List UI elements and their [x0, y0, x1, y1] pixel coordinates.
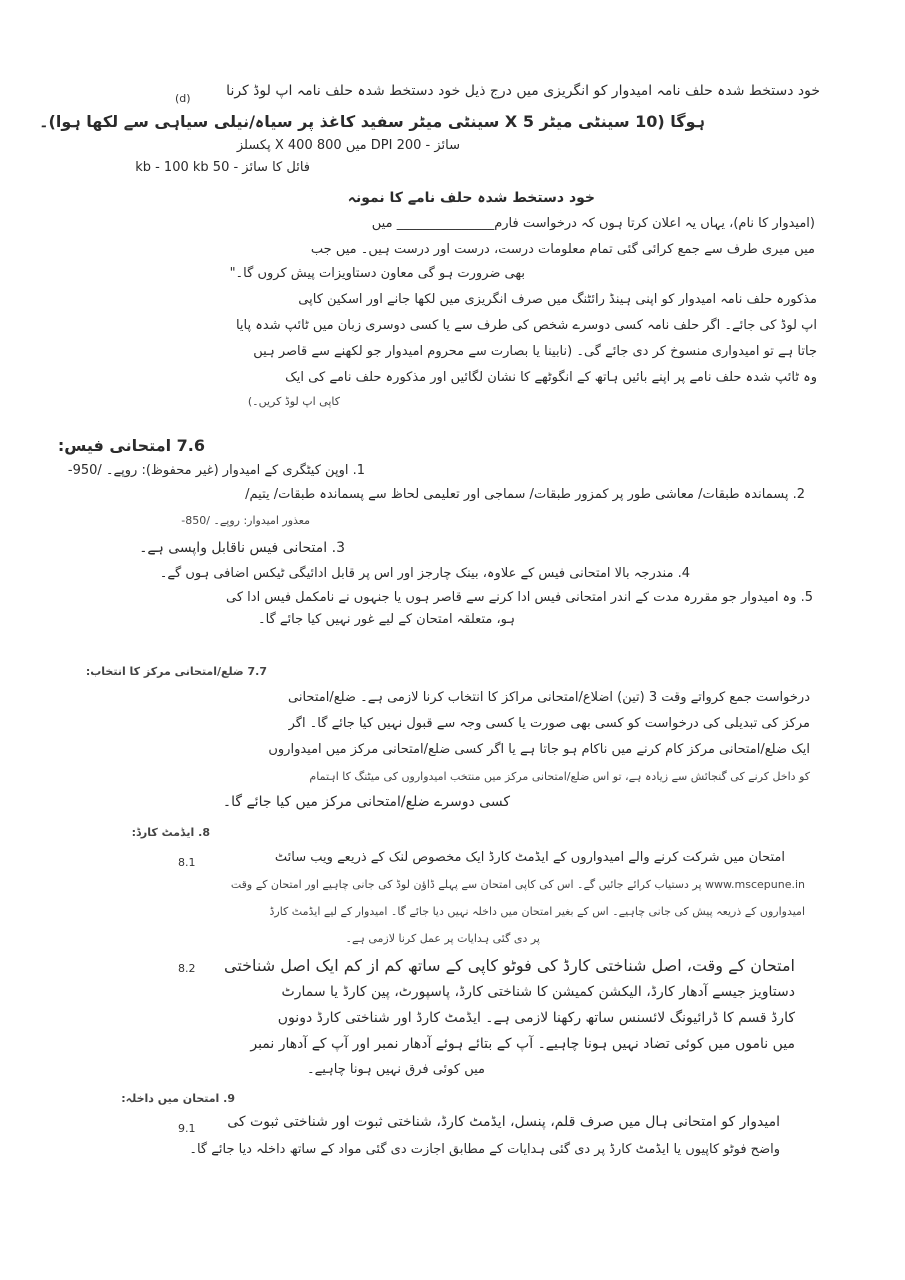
section-d-line-1: خود دستخط شدہ حلف نامہ امیدوار کو انگریزی میں درج ذیل خود دستخط شدہ حلف نامہ اپ لوڈ کرنا [226, 83, 820, 99]
section-d-line-4: فائل کا سائز - 50 kb - 100 kb [135, 160, 310, 175]
admit-8-2-line: میں ناموں میں کوئی تضاد نہیں ہونا چاہیے۔ آپ کے بتائے ہوئے آدھار نمبر اور آپ کے آدھار نمبر [250, 1036, 795, 1052]
sample-line-3: بھی ضرورت ہو گی معاون دستاویزات پیش کروں گا۔" [229, 266, 525, 281]
section-d-line-3: سائز - DPI 200 میں 800 X 400 پکسلز [236, 138, 460, 153]
sample-line-2: میں میری طرف سے جمع کرائی گئی تمام معلومات درست، درست اور درست ہیں۔ میں جب [310, 242, 815, 257]
admit-8-2-line: کارڈ قسم کا ڈرائیونگ لائسنس ساتھ رکھنا لازمی ہے۔ ایڈمٹ کارڈ اور شناختی کارڈ دونوں [277, 1010, 795, 1026]
affidavit-para-line: مذکورہ حلف نامہ امیدوار کو اپنی ہینڈ رائٹنگ میں صرف انگریزی میں لکھا جانے اور اسکین کاپی [298, 292, 817, 307]
admit-8-1-line: امیدواروں کے ذریعہ پیش کی جانی چاہیے۔ اس کے بغیر امتحان میں داخلہ نہیں دیا جائے گا۔ امیدوار کے لیے ایڈمٹ کارڈ [269, 905, 805, 918]
fee-item-2b: معذور امیدوار: روپے۔ /850- [181, 514, 310, 527]
section-7-6-heading: 7.6 امتحانی فیس: [57, 436, 205, 455]
fee-item-4: 4. مندرجہ بالا امتحانی فیس کے علاوہ، بینک چارجز اور اس پر قابل ادائیگی ٹیکس اضافی ہوں گے۔ [159, 566, 690, 581]
section-7-7-heading: 7.7 ضلع/امتحانی مرکز کا انتخاب: [85, 665, 267, 678]
item-8-2-number: 8.2 [178, 962, 196, 975]
affidavit-para-line: کاپی اپ لوڈ کریں۔) [247, 395, 340, 408]
entry-9-1-line: امیدوار کو امتحانی ہال میں صرف قلم، پنسل، ایڈمٹ کارڈ، شناختی ثبوت اور شناختی ثبوت کی [227, 1114, 780, 1130]
center-para-line: مرکز کی تبدیلی کی درخواست کو کسی بھی صورت یا کسی وجہ سے قبول نہیں کیا جائے گا۔ اگر [288, 716, 810, 731]
fee-item-2: 2. پسماندہ طبقات/ معاشی طور پر کمزور طبقات/ سماجی اور تعلیمی لحاظ سے پسماندہ طبقات/ یتیم/ [245, 487, 805, 502]
admit-8-2-line: امتحان کے وقت، اصل شناختی کارڈ کی فوٹو کاپی کے ساتھ کم از کم ایک اصل شناختی [223, 956, 795, 975]
admit-8-2-line: دستاویز جیسے آدھار کارڈ، الیکشن کمیشن کا شناختی کارڈ، پاسپورٹ، پین کارڈ یا سمارٹ [281, 984, 795, 1000]
admit-8-1-line: پر دی گئی ہدایات پر عمل کرنا لازمی ہے۔ [345, 932, 540, 945]
section-d-marker: (d) [175, 92, 191, 105]
affidavit-para-line: اپ لوڈ کی جائے۔ اگر حلف نامہ کسی دوسرے شخص کی طرف سے یا کسی دوسری زبان میں ٹائپ شدہ پایا [235, 318, 817, 333]
fee-item-5: 5. وہ امیدوار جو مقررہ مدت کے اندر امتحانی فیس ادا کرنے سے قاصر ہوں یا جنہوں نے نامکمل فیس ادا کی [226, 590, 813, 605]
fee-item-5b: ہو، متعلقہ امتحان کے لیے غور نہیں کیا جائے گا۔ [258, 612, 515, 627]
section-8-heading: 8. ایڈمٹ کارڈ: [131, 826, 210, 839]
sample-title: خود دستخط شدہ حلف نامے کا نمونہ [347, 190, 595, 206]
admit-8-1-line: www.mscepune.in پر دستیاب کرائے جائیں گے۔ اس کی کاپی امتحان سے پہلے ڈاؤن لوڈ کی جانی چاہیے اور امتحان کے وقت [230, 878, 805, 891]
center-para-line: کو داخل کرنے کی گنجائش سے زیادہ ہے، تو اس ضلع/امتحانی مرکز میں منتخب امیدواروں کی میٹنگ کا اہتمام [309, 770, 810, 783]
affidavit-para-line: وہ ٹائپ شدہ حلف نامے پر اپنے بائیں ہاتھ کے انگوٹھے کا نشان لگائیں اور مذکورہ حلف نامے کی ایک [285, 370, 817, 385]
section-9-heading: 9. امتحان میں داخلہ: [121, 1092, 235, 1105]
item-8-1-number: 8.1 [178, 856, 196, 869]
center-para-line: کسی دوسرے ضلع/امتحانی مرکز میں کیا جائے گا۔ [222, 794, 510, 810]
item-9-1-number: 9.1 [178, 1122, 196, 1135]
entry-9-1-line: واضح فوٹو کاپیوں یا ایڈمٹ کارڈ پر دی گئی ہدایات کے مطابق اجازت دی گئی مواد کے ساتھ داخلہ دیا جائے گا۔ [189, 1142, 780, 1157]
admit-8-2-line: میں کوئی فرق نہیں ہونا چاہیے۔ [306, 1062, 485, 1077]
section-d-line-2: ہوگا (10 سینٹی میٹر 5 X سینٹی میٹر سفید کاغذ پر سیاہ/نیلی سیاہی سے لکھا ہوا)۔ [39, 112, 705, 131]
sample-line-1: (امیدوار کا نام)، یہاں یہ اعلان کرتا ہوں کہ درخواست فارم_______________ میں [371, 216, 815, 231]
admit-8-1-line: امتحان میں شرکت کرنے والے امیدواروں کے ایڈمٹ کارڈ ایک مخصوص لنک کے ذریعے ویب سائٹ [274, 850, 785, 865]
fee-item-3: 3. امتحانی فیس ناقابل واپسی ہے۔ [139, 540, 345, 556]
center-para-line: ایک ضلع/امتحانی مرکز کام کرنے میں ناکام ہو جاتا ہے یا اگر کسی ضلع/امتحانی مرکز میں امیدواروں [268, 742, 810, 757]
fee-item-1: 1. اوپن کیٹگری کے امیدوار (غیر محفوظ): روپے۔ /950- [67, 463, 365, 478]
affidavit-para-line: جاتا ہے تو امیدواری منسوخ کر دی جائے گی۔ (نابینا یا بصارت سے محروم امیدوار جو لکھنے سے قاصر ہیں [253, 344, 817, 359]
center-para-line: درخواست جمع کرواتے وقت 3 (تین) اضلاع/امتحانی مراکز کا انتخاب کرنا لازمی ہے۔ ضلع/امتحانی [288, 690, 810, 705]
